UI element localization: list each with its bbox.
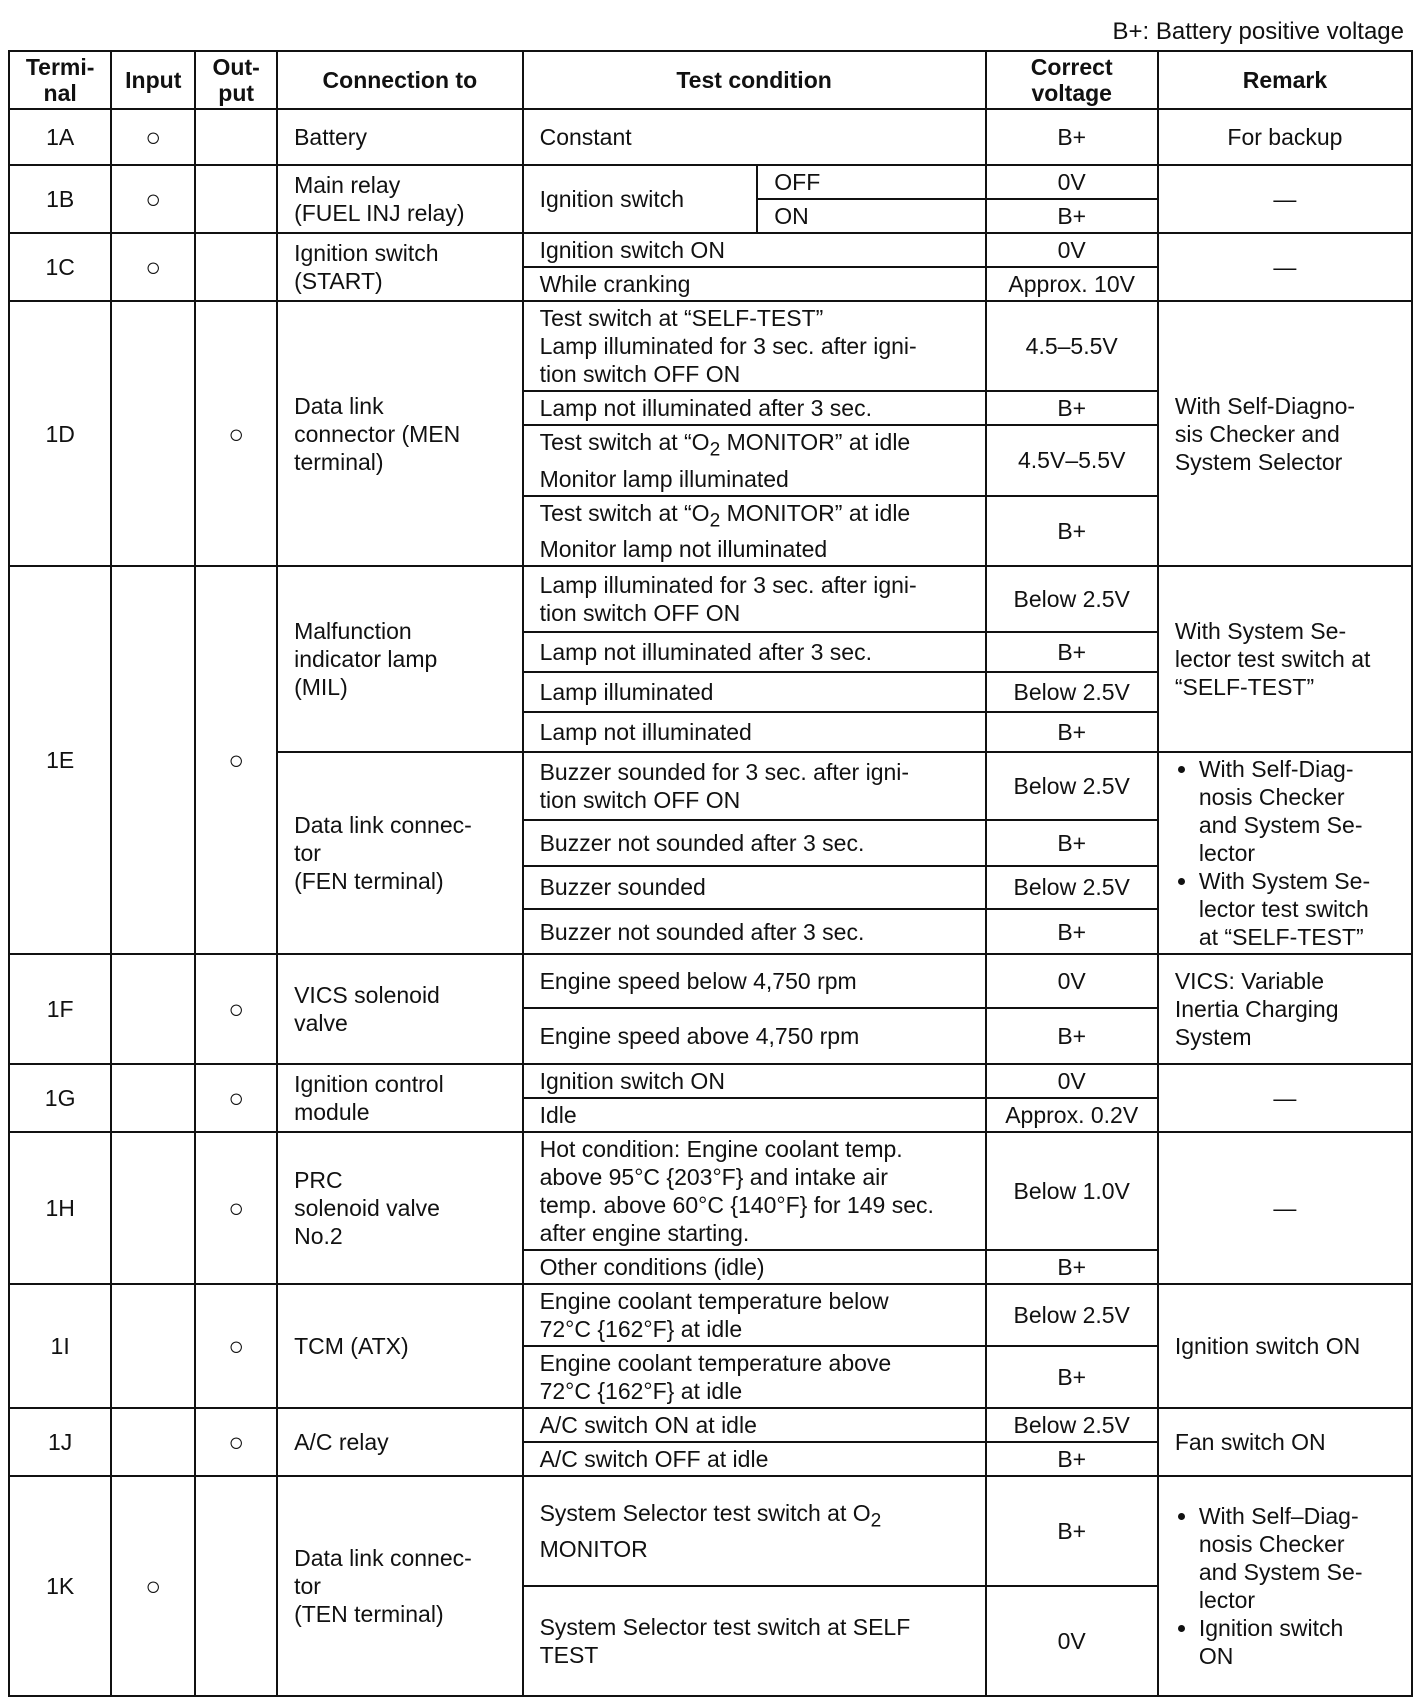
voltage-cell: B+ bbox=[986, 391, 1158, 425]
output-mark: ○ bbox=[195, 1284, 277, 1408]
test-condition-cell: Buzzer not sounded after 3 sec. bbox=[523, 909, 986, 954]
remark-cell bbox=[1158, 752, 1412, 954]
connection-cell: Battery bbox=[277, 109, 522, 165]
output-cell bbox=[195, 233, 277, 301]
remark-cell: — bbox=[1158, 1064, 1412, 1132]
test-condition-cell: Buzzer sounded bbox=[523, 866, 986, 909]
connection-cell: PRC solenoid valve No.2 bbox=[277, 1132, 522, 1284]
voltage-cell: B+ bbox=[986, 1008, 1158, 1064]
input-cell bbox=[111, 301, 195, 566]
connection-cell: TCM (ATX) bbox=[277, 1284, 522, 1408]
voltage-cell: 0V bbox=[986, 165, 1158, 199]
input-cell bbox=[111, 1408, 195, 1476]
voltage-cell: 0V bbox=[986, 1586, 1158, 1696]
voltage-cell: B+ bbox=[986, 109, 1158, 165]
voltage-cell: Below 2.5V bbox=[986, 1284, 1158, 1346]
header-connection: Connection to bbox=[277, 51, 522, 109]
voltage-cell: 0V bbox=[986, 1064, 1158, 1098]
output-mark: ○ bbox=[195, 954, 277, 1064]
terminal-cell: 1F bbox=[9, 954, 111, 1064]
test-condition-cell: Hot condition: Engine coolant temp. above 95°C {203°F} and intake air temp. above 60°C {140°F} for 149 sec. after engine starting. bbox=[523, 1132, 986, 1250]
connection-cell: Data link connec- tor (FEN terminal) bbox=[277, 752, 522, 954]
test-condition-cell: Constant bbox=[523, 109, 986, 165]
connection-cell: Data link connector (MEN terminal) bbox=[277, 301, 522, 566]
voltage-cell: B+ bbox=[986, 199, 1158, 233]
terminal-cell: 1J bbox=[9, 1408, 111, 1476]
test-condition-cell: Other conditions (idle) bbox=[523, 1250, 986, 1284]
remark-cell: VICS: Variable Inertia Charging System bbox=[1158, 954, 1412, 1064]
voltage-cell: Below 2.5V bbox=[986, 1408, 1158, 1442]
header-correct-voltage: Correct voltage bbox=[986, 51, 1158, 109]
test-condition-cell: Buzzer sounded for 3 sec. after igni- tion switch OFF ON bbox=[523, 752, 986, 820]
test-condition-cell: Test switch at “$O_2$ MONITOR” at idle Monitor lamp illuminated bbox=[523, 425, 986, 496]
test-condition-cell: Engine coolant temperature above 72°C {162°F} at idle bbox=[523, 1346, 986, 1408]
test-condition-cell: System Selector test switch at $O_2$ MONITOR bbox=[523, 1476, 986, 1586]
voltage-cell: B+ bbox=[986, 1442, 1158, 1476]
test-condition-cell: Ignition switch ON bbox=[523, 1064, 986, 1098]
list-item: • With System Se- lector test switch at “SELF-TEST” bbox=[1199, 867, 1395, 951]
table-row bbox=[9, 954, 1412, 1008]
output-cell bbox=[195, 165, 277, 233]
terminal-cell: 1G bbox=[9, 1064, 111, 1132]
voltage-cell: Below 2.5V bbox=[986, 866, 1158, 909]
connection-cell: Ignition control module bbox=[277, 1064, 522, 1132]
connection-cell: A/C relay bbox=[277, 1408, 522, 1476]
remark-cell bbox=[1158, 1476, 1412, 1696]
table-row bbox=[9, 1284, 1412, 1346]
table-row bbox=[9, 1476, 1412, 1586]
test-subcondition-cell: ON bbox=[757, 199, 985, 233]
remark-cell: Ignition switch ON bbox=[1158, 1284, 1412, 1408]
voltage-cell: 0V bbox=[986, 954, 1158, 1008]
remark-cell: — bbox=[1158, 1132, 1412, 1284]
list-item: • With Self–Diag- nosis Checker and System Se- lector bbox=[1199, 1502, 1395, 1614]
test-condition-cell: Buzzer not sounded after 3 sec. bbox=[523, 820, 986, 865]
test-condition-cell: Engine speed above 4,750 rpm bbox=[523, 1008, 986, 1064]
test-condition-cell: While cranking bbox=[523, 267, 986, 301]
header-test-condition: Test condition bbox=[523, 51, 986, 109]
test-condition-cell: Test switch at “$O_2$ MONITOR” at idle Monitor lamp not illuminated bbox=[523, 496, 986, 567]
test-condition-cell: Engine coolant temperature below 72°C {162°F} at idle bbox=[523, 1284, 986, 1346]
remark-cell: — bbox=[1158, 165, 1412, 233]
voltage-cell: 0V bbox=[986, 233, 1158, 267]
table-row bbox=[9, 1408, 1412, 1442]
terminal-cell: 1E bbox=[9, 566, 111, 954]
output-cell bbox=[195, 1476, 277, 1696]
terminal-cell: 1B bbox=[9, 165, 111, 233]
voltage-cell: 4.5V–5.5V bbox=[986, 425, 1158, 496]
voltage-cell: Below 2.5V bbox=[986, 672, 1158, 712]
voltage-cell: B+ bbox=[986, 909, 1158, 954]
header-input: Input bbox=[111, 51, 195, 109]
table-row bbox=[9, 1132, 1412, 1250]
output-cell bbox=[195, 109, 277, 165]
header-terminal: Termi- nal bbox=[9, 51, 111, 109]
output-mark: ○ bbox=[195, 1064, 277, 1132]
header-remark: Remark bbox=[1158, 51, 1412, 109]
input-cell bbox=[111, 954, 195, 1064]
voltage-cell: B+ bbox=[986, 496, 1158, 567]
input-cell bbox=[111, 1064, 195, 1132]
terminal-voltage-table bbox=[8, 50, 1413, 1697]
voltage-cell: Below 1.0V bbox=[986, 1132, 1158, 1250]
output-mark: ○ bbox=[195, 301, 277, 566]
voltage-cell: B+ bbox=[986, 1346, 1158, 1408]
connection-cell: Malfunction indicator lamp (MIL) bbox=[277, 566, 522, 752]
input-cell bbox=[111, 1132, 195, 1284]
input-mark: ○ bbox=[111, 165, 195, 233]
remark-cell: With Self-Diagno- sis Checker and System Selector bbox=[1158, 301, 1412, 566]
terminal-cell: 1A bbox=[9, 109, 111, 165]
table-row bbox=[9, 566, 1412, 632]
voltage-cell: Approx. 0.2V bbox=[986, 1098, 1158, 1132]
remark-cell: Fan switch ON bbox=[1158, 1408, 1412, 1476]
test-condition-cell: Test switch at “SELF-TEST” Lamp illuminated for 3 sec. after igni- tion switch OFF ON bbox=[523, 301, 986, 391]
voltage-cell: Below 2.5V bbox=[986, 566, 1158, 632]
voltage-cell: B+ bbox=[986, 712, 1158, 752]
terminal-cell: 1I bbox=[9, 1284, 111, 1408]
test-condition-cell: Ignition switch bbox=[523, 165, 758, 233]
voltage-cell: B+ bbox=[986, 820, 1158, 865]
voltage-cell: Approx. 10V bbox=[986, 267, 1158, 301]
table-row bbox=[9, 301, 1412, 391]
input-mark: ○ bbox=[111, 233, 195, 301]
input-cell bbox=[111, 1284, 195, 1408]
battery-voltage-note: B+: Battery positive voltage bbox=[1112, 18, 1404, 45]
test-condition-cell: Ignition switch ON bbox=[523, 233, 986, 267]
voltage-cell: B+ bbox=[986, 632, 1158, 672]
test-condition-cell: Lamp not illuminated after 3 sec. bbox=[523, 632, 986, 672]
voltage-cell: Below 2.5V bbox=[986, 752, 1158, 820]
voltage-cell: 4.5–5.5V bbox=[986, 301, 1158, 391]
connection-cell: VICS solenoid valve bbox=[277, 954, 522, 1064]
voltage-cell: B+ bbox=[986, 1250, 1158, 1284]
table-row bbox=[9, 233, 1412, 267]
connection-cell: Ignition switch (START) bbox=[277, 233, 522, 301]
input-cell bbox=[111, 566, 195, 954]
terminal-cell: 1D bbox=[9, 301, 111, 566]
test-condition-cell: Lamp illuminated for 3 sec. after igni- tion switch OFF ON bbox=[523, 566, 986, 632]
test-condition-cell: Engine speed below 4,750 rpm bbox=[523, 954, 986, 1008]
list-item: • With Self-Diag- nosis Checker and System Se- lector bbox=[1199, 755, 1395, 867]
remark-cell: For backup bbox=[1158, 109, 1412, 165]
test-subcondition-cell: OFF bbox=[757, 165, 985, 199]
test-condition-cell: Lamp not illuminated after 3 sec. bbox=[523, 391, 986, 425]
test-condition-cell: Idle bbox=[523, 1098, 986, 1132]
table-row bbox=[9, 109, 1412, 165]
connection-cell: Main relay (FUEL INJ relay) bbox=[277, 165, 522, 233]
test-condition-cell: Lamp not illuminated bbox=[523, 712, 986, 752]
header-row bbox=[9, 51, 1412, 109]
table-row bbox=[9, 165, 1412, 199]
terminal-cell: 1C bbox=[9, 233, 111, 301]
voltage-cell: B+ bbox=[986, 1476, 1158, 1586]
header-output: Out- put bbox=[195, 51, 277, 109]
output-mark: ○ bbox=[195, 1408, 277, 1476]
connection-cell: Data link connec- tor (TEN terminal) bbox=[277, 1476, 522, 1696]
input-mark: ○ bbox=[111, 1476, 195, 1696]
test-condition-cell: A/C switch OFF at idle bbox=[523, 1442, 986, 1476]
test-condition-cell: System Selector test switch at SELF TEST bbox=[523, 1586, 986, 1696]
list-item: • Ignition switch ON bbox=[1199, 1614, 1395, 1670]
remark-cell: — bbox=[1158, 233, 1412, 301]
test-condition-cell: Lamp illuminated bbox=[523, 672, 986, 712]
output-mark: ○ bbox=[195, 566, 277, 954]
table-row bbox=[9, 1064, 1412, 1098]
output-mark: ○ bbox=[195, 1132, 277, 1284]
test-condition-cell: A/C switch ON at idle bbox=[523, 1408, 986, 1442]
input-mark: ○ bbox=[111, 109, 195, 165]
terminal-cell: 1K bbox=[9, 1476, 111, 1696]
remark-cell: With System Se- lector test switch at “SELF-TEST” bbox=[1158, 566, 1412, 752]
terminal-cell: 1H bbox=[9, 1132, 111, 1284]
